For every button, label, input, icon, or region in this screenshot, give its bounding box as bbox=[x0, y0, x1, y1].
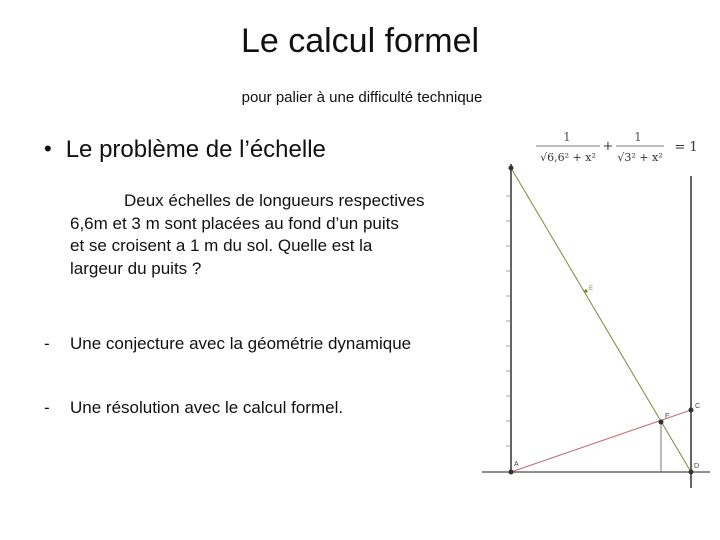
problem-line: 6,6m et 3 m sont placées au fond d’un puits bbox=[70, 213, 399, 233]
problem-line: et se croisent a 1 m du sol. Quelle est la bbox=[70, 236, 373, 255]
fraction-1-denominator: √6,6² + x² bbox=[540, 151, 596, 164]
point-a bbox=[509, 470, 514, 475]
list-item-resolution bbox=[44, 398, 343, 418]
problem-line: Deux échelles de longueurs respectives bbox=[124, 191, 425, 210]
label-d: D bbox=[694, 463, 700, 470]
point-f bbox=[659, 420, 664, 425]
plus-sign: + bbox=[602, 139, 614, 154]
label-e: E bbox=[589, 286, 594, 292]
page-subtitle bbox=[0, 89, 720, 106]
list-item-text: Une résolution avec le calcul formel. bbox=[70, 398, 344, 417]
dash-symbol: - bbox=[44, 398, 50, 417]
point-e bbox=[584, 289, 587, 292]
equals-one: = 1 bbox=[674, 140, 698, 155]
fraction-1-numerator: 1 bbox=[563, 130, 571, 144]
page-title: Le calcul formel bbox=[240, 22, 480, 60]
subtitle-text: pour palier à une difficulté technique bbox=[241, 89, 483, 106]
geometry-figure bbox=[478, 126, 710, 488]
left-axis-ticks bbox=[506, 196, 511, 446]
fraction-2-numerator: 1 bbox=[634, 130, 642, 144]
point-top-left bbox=[509, 166, 514, 171]
bullet-heading bbox=[44, 136, 326, 164]
bullet-text: Le problème de l’échelle bbox=[65, 136, 326, 163]
problem-line: largeur du puits ? bbox=[70, 258, 202, 278]
short-ladder-line bbox=[511, 410, 691, 472]
label-f: F bbox=[665, 413, 670, 420]
label-c: C bbox=[695, 403, 701, 410]
fraction-2-denominator: √3² + x² bbox=[617, 151, 663, 164]
problem-statement bbox=[70, 190, 475, 280]
point-c bbox=[689, 408, 694, 413]
bullet-symbol: • bbox=[44, 136, 52, 161]
point-d bbox=[689, 470, 694, 475]
list-item-text: Une conjecture avec la géométrie dynamique bbox=[70, 334, 412, 353]
label-a: A bbox=[514, 461, 519, 468]
list-item-conjecture bbox=[44, 334, 411, 354]
dash-symbol: - bbox=[44, 334, 50, 353]
long-ladder-line bbox=[511, 168, 691, 472]
